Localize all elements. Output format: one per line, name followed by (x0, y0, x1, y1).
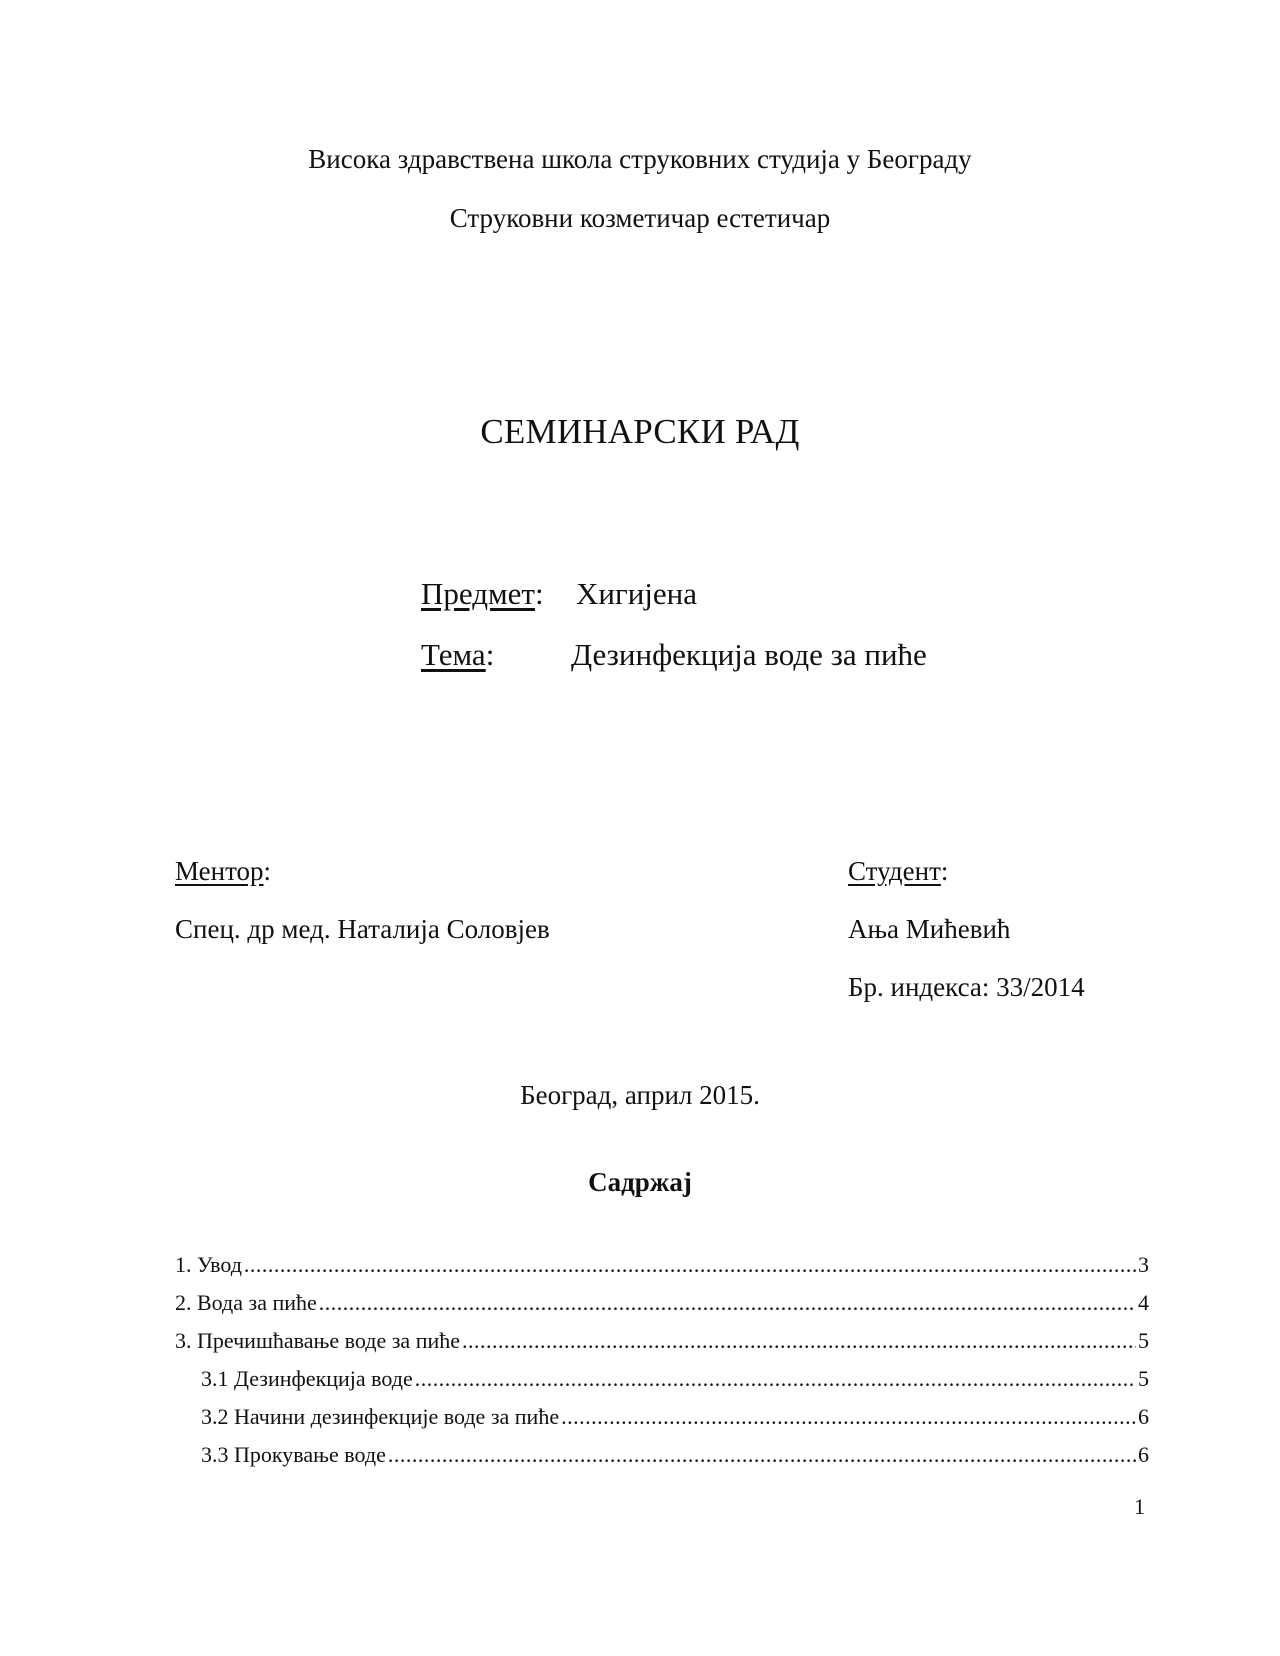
toc-item-text: 3.2 Начини дезинфекције воде за пиће (201, 1404, 560, 1429)
mentor-label-line: Ментор: (175, 856, 272, 886)
toc-item-page: 5 (1138, 1366, 1149, 1391)
toc-leader-dots (319, 1290, 1136, 1316)
study-program: Струковни козметичар естетичар (449, 203, 831, 233)
student-index: Бр. индекса: 33/2014 (848, 972, 1085, 1002)
mentor-label: Ментор (175, 856, 264, 886)
toc-item-text: 2. Вода за пиће (175, 1290, 317, 1315)
subject-value: Хигијена (576, 576, 698, 611)
toc-item-text: 3.1 Дезинфекција воде (201, 1366, 413, 1391)
toc-item-text: 3. Пречишћавање воде за пиће (175, 1328, 461, 1353)
toc-item-text: 1. Увод (175, 1252, 242, 1277)
toc-item-text: 3.3 Прокување воде (201, 1442, 386, 1467)
topic-value: Дезинфекција воде за пиће (571, 637, 927, 672)
toc-item-page: 3 (1138, 1252, 1149, 1277)
subject-label: Предмет (421, 576, 535, 611)
toc-subitem[interactable] (175, 1366, 1149, 1404)
toc-leader-dots (388, 1442, 1136, 1468)
topic-label: Тема (421, 637, 486, 672)
toc-item-page: 6 (1138, 1404, 1149, 1429)
toc-leader-dots (462, 1328, 1136, 1354)
toc-item[interactable] (175, 1328, 1149, 1366)
topic-row: Тема: Дезинфекција воде за пиће (421, 637, 927, 672)
student-name: Ања Мићевић (848, 914, 1011, 944)
toc-item-page: 5 (1138, 1328, 1149, 1353)
school-name: Висока здравствена школа струковних студија у Београду (308, 144, 972, 174)
toc-item[interactable] (175, 1290, 1149, 1328)
mentor-name: Спец. др мед. Наталија Соловјев (175, 914, 550, 944)
toc-leader-dots (415, 1366, 1136, 1392)
toc-subitem[interactable] (175, 1404, 1149, 1442)
document-title: СЕМИНАРСКИ РАД (480, 412, 800, 451)
toc-item[interactable] (175, 1252, 1149, 1290)
page-number: 1 (1134, 1494, 1145, 1519)
table-of-contents (175, 1252, 1149, 1480)
student-label: Студент (848, 856, 941, 886)
toc-title: Садржај (588, 1167, 692, 1197)
toc-leader-dots (244, 1252, 1136, 1278)
toc-leader-dots (561, 1404, 1136, 1430)
toc-subitem[interactable] (175, 1442, 1149, 1480)
city-date: Београд, април 2015. (520, 1080, 760, 1110)
student-label-line: Студент: (848, 856, 949, 886)
subject-row: Предмет: Хигијена (421, 576, 698, 611)
toc-item-page: 6 (1138, 1442, 1149, 1467)
toc-item-page: 4 (1138, 1290, 1149, 1315)
